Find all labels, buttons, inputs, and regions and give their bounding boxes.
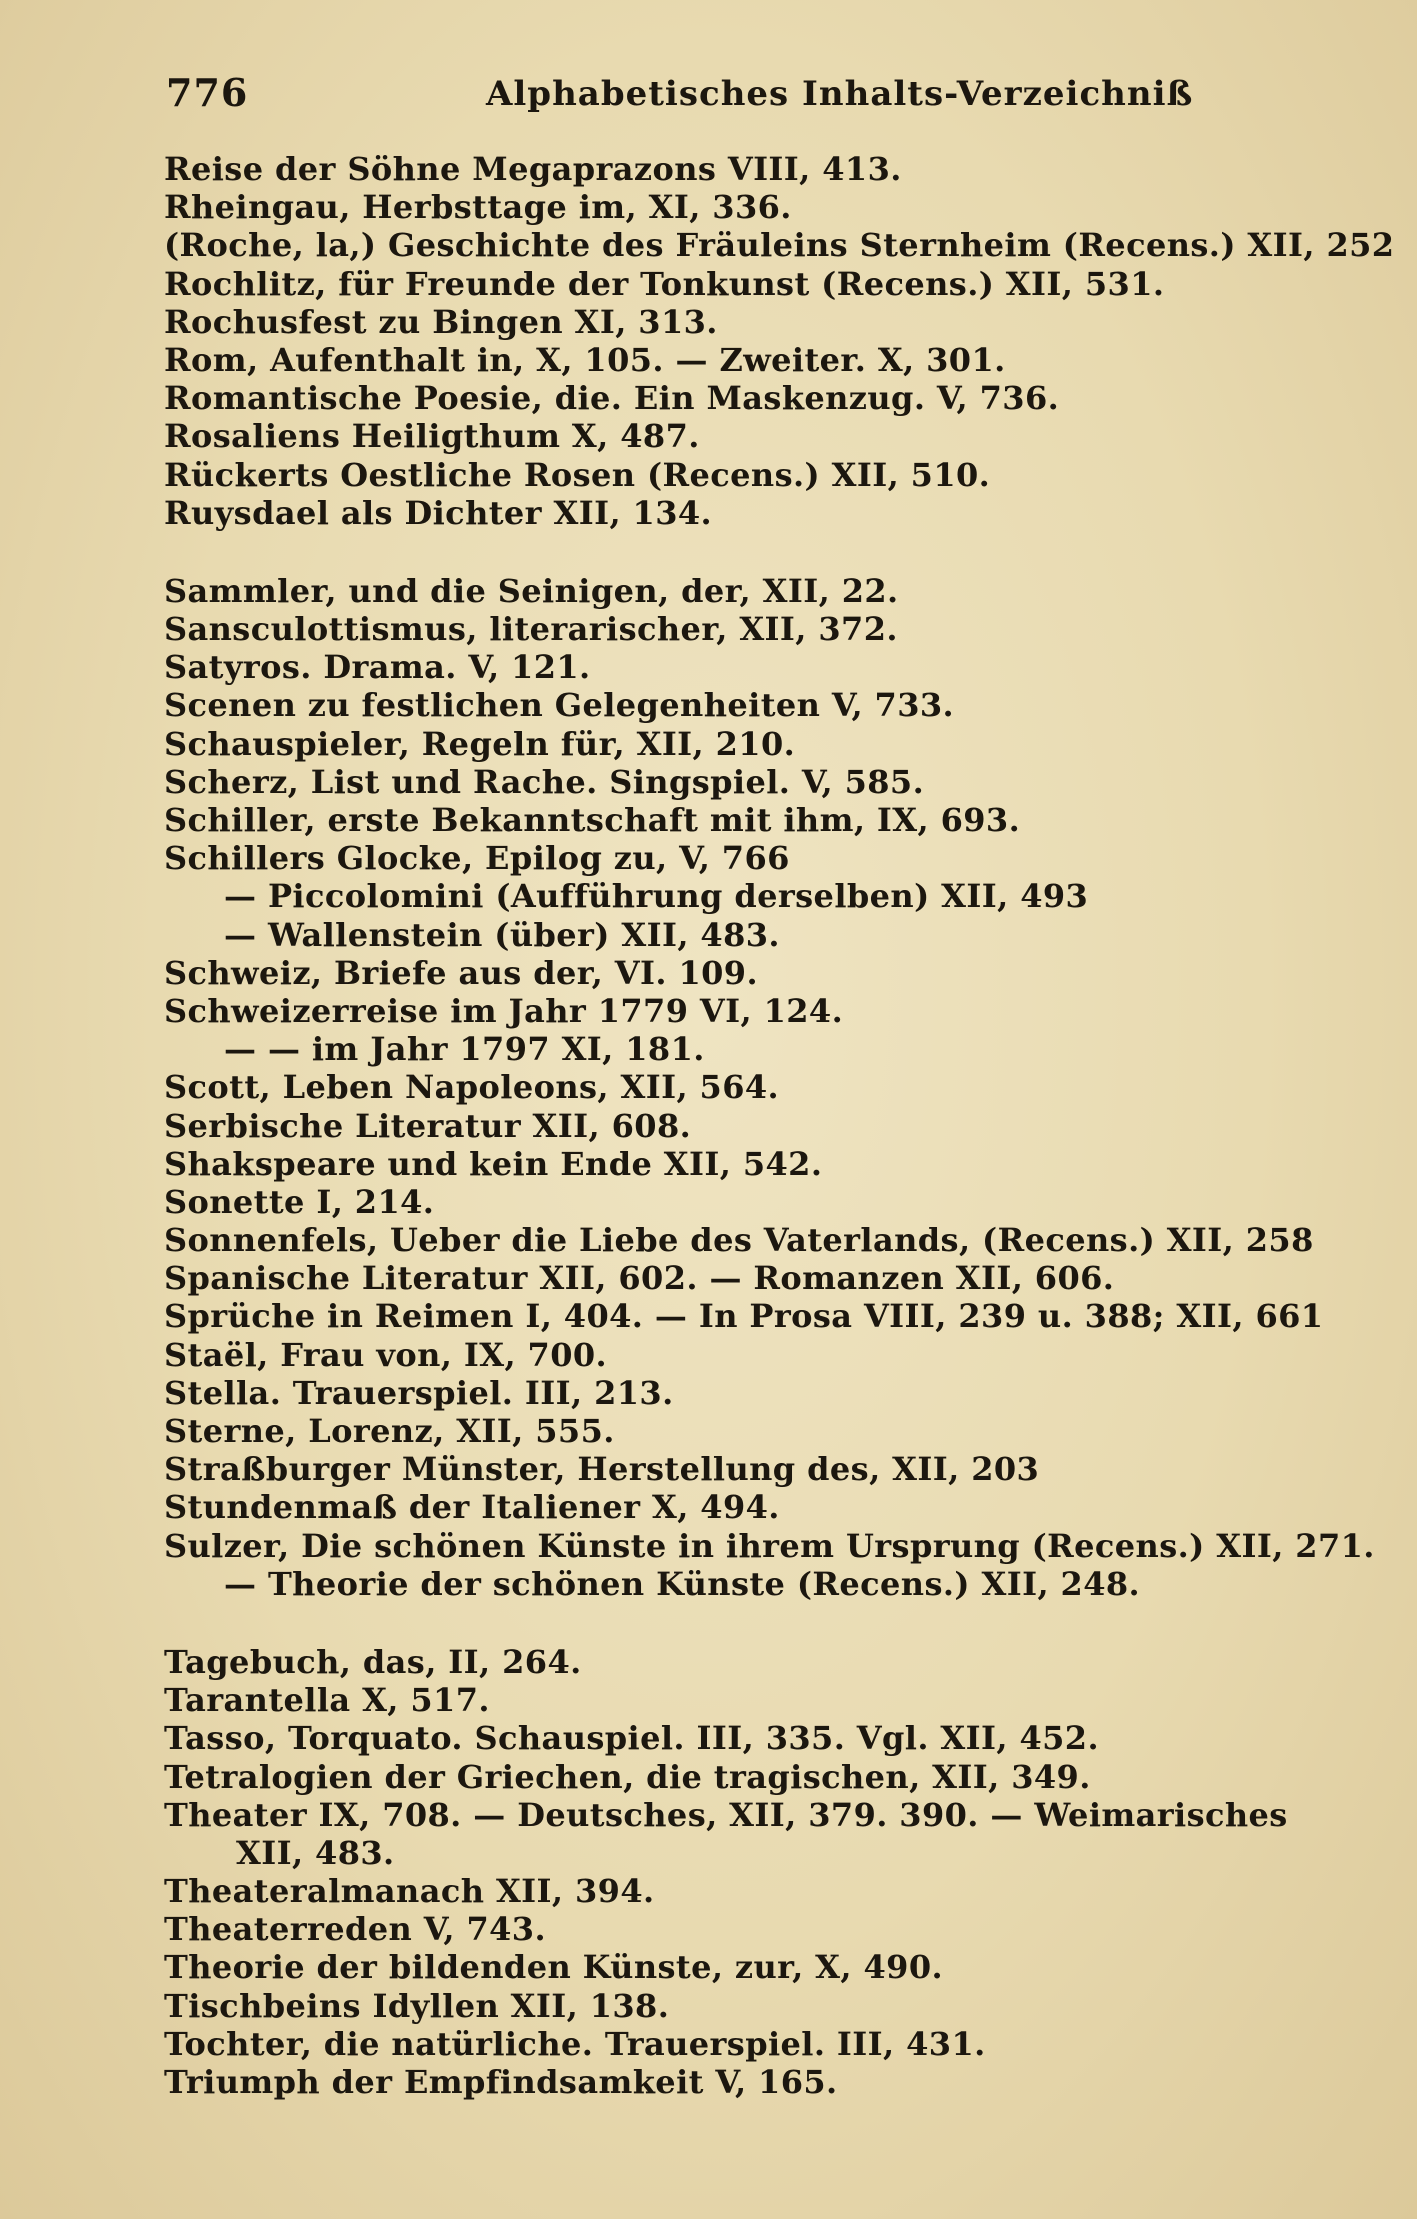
section-gap xyxy=(164,1603,1344,1643)
index-entry: Sonette I, 214. xyxy=(164,1182,435,1221)
index-entry: Tasso, Torquato. Schauspiel. III, 335. Vgl. XII, 452. xyxy=(164,1719,1099,1758)
index-entry: (Roche, la,) Geschichte des Fräuleins Sternheim (Recens.) XII, 252 xyxy=(164,226,1395,265)
index-entry: Sansculottismus, literarischer, XII, 372. xyxy=(164,610,898,649)
index-subentry: — Wallenstein (über) XII, 483. xyxy=(224,915,780,954)
index-entry: Staël, Frau von, IX, 700. xyxy=(164,1335,608,1374)
index-entry: Romantische Poesie, die. Ein Maskenzug. V, 736. xyxy=(164,379,1060,418)
index-entry: Stella. Trauerspiel. III, 213. xyxy=(164,1373,674,1412)
index-entry: Reise der Söhne Megaprazons VIII, 413. xyxy=(164,150,902,188)
index-entry: Sulzer, Die schönen Künste in ihrem Ursprung (Recens.) XII, 271. xyxy=(164,1526,1375,1565)
index-entry: Tischbeins Idyllen XII, 138. xyxy=(164,1986,670,2025)
page-number: 776 xyxy=(166,70,249,115)
running-title: Alphabetisches Inhalts-Verzeichniß xyxy=(486,74,1194,114)
index-body xyxy=(164,150,1395,2101)
index-entry: Satyros. Drama. V, 121. xyxy=(164,648,591,687)
index-entry: Serbische Literatur XII, 608. xyxy=(164,1106,692,1145)
index-entry: Ruysdael als Dichter XII, 134. xyxy=(164,493,713,532)
index-subentry: — Piccolomini (Aufführung derselben) XII, 493 xyxy=(224,877,1089,916)
index-entry: Stundenmaß der Italiener X, 494. xyxy=(164,1488,780,1527)
index-entry: Schweizerreise im Jahr 1779 VI, 124. xyxy=(164,991,844,1030)
index-entry: Triumph der Empfindsamkeit V, 165. xyxy=(164,2063,838,2101)
index-entry: Theaterreden V, 743. xyxy=(164,1910,546,1949)
index-entry-continuation: XII, 483. xyxy=(236,1833,395,1872)
index-entry: Spanische Literatur XII, 602. — Romanzen XII, 606. xyxy=(164,1259,1115,1298)
index-section-s xyxy=(164,571,1375,1603)
index-entry: Shakspeare und kein Ende XII, 542. xyxy=(164,1144,823,1183)
index-entry: Schweiz, Briefe aus der, VI. 109. xyxy=(164,953,758,992)
index-entry: Straßburger Münster, Herstellung des, XII, 203 xyxy=(164,1450,1040,1489)
index-subentry: — Theorie der schönen Künste (Recens.) XII, 248. xyxy=(224,1564,1141,1603)
index-entry: Tetralogien der Griechen, die tragischen, XII, 349. xyxy=(164,1757,1091,1796)
index-entry: Rom, Aufenthalt in, X, 105. — Zweiter. X, 301. xyxy=(164,340,1006,379)
index-entry: Scott, Leben Napoleons, XII, 564. xyxy=(164,1068,780,1107)
section-gap xyxy=(164,532,1344,572)
index-entry: Scenen zu festlichen Gelegenheiten V, 733. xyxy=(164,686,955,725)
index-entry: Sonnenfels, Ueber die Liebe des Vaterlands, (Recens.) XII, 258 xyxy=(164,1221,1314,1260)
index-entry: Rheingau, Herbsttage im, XI, 336. xyxy=(164,188,792,227)
index-entry: Theateralmanach XII, 394. xyxy=(164,1872,655,1911)
index-entry: Rückerts Oestliche Rosen (Recens.) XII, 510. xyxy=(164,455,991,494)
page-header xyxy=(166,70,1306,122)
index-entry: Sammler, und die Seinigen, der, XII, 22. xyxy=(164,571,899,610)
index-entry: Rochusfest zu Bingen XI, 313. xyxy=(164,302,718,341)
index-entry: Tagebuch, das, II, 264. xyxy=(164,1642,582,1681)
index-entry: Schauspieler, Regeln für, XII, 210. xyxy=(164,724,796,763)
index-entry: Theater IX, 708. — Deutsches, XII, 379. 390. — Weimarisches xyxy=(164,1795,1288,1834)
index-section-r xyxy=(164,150,1395,532)
index-entry: Rosaliens Heiligthum X, 487. xyxy=(164,417,700,456)
index-section-t xyxy=(164,1643,1344,2101)
index-entry: Schiller, erste Bekanntschaft mit ihm, IX, 693. xyxy=(164,801,1021,839)
index-subentry: — — im Jahr 1797 XI, 181. xyxy=(224,1030,705,1069)
index-entry: Schillers Glocke, Epilog zu, V, 766 xyxy=(164,839,790,878)
index-entry: Tochter, die natürliche. Trauerspiel. III, 431. xyxy=(164,2024,986,2063)
index-entry: Tarantella X, 517. xyxy=(164,1681,490,1720)
index-entry: Rochlitz, für Freunde der Tonkunst (Recens.) XII, 531. xyxy=(164,264,1165,303)
index-entry: Scherz, List und Rache. Singspiel. V, 585. xyxy=(164,762,925,801)
index-entry: Sterne, Lorenz, XII, 555. xyxy=(164,1412,615,1450)
index-entry: Sprüche in Reimen I, 404. — In Prosa VIII, 239 u. 388; XII, 661 xyxy=(164,1297,1324,1336)
index-entry: Theorie der bildenden Künste, zur, X, 490. xyxy=(164,1948,944,1987)
